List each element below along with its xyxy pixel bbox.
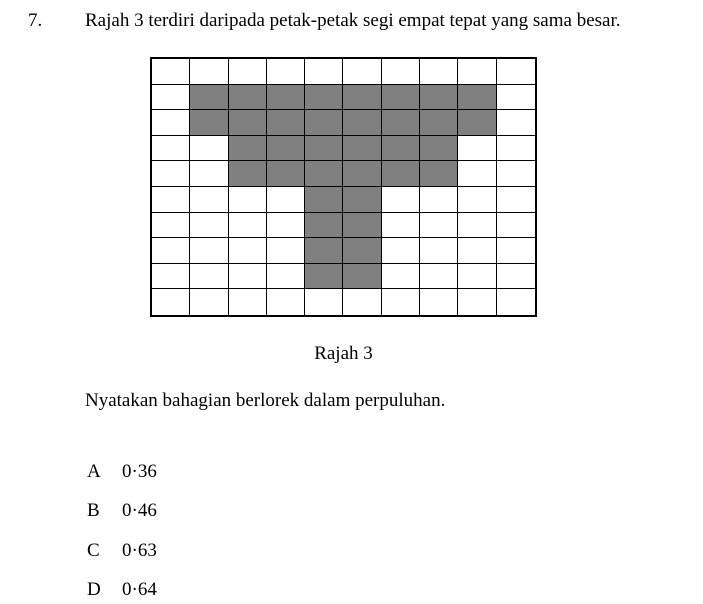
grid-cell [190, 136, 228, 162]
grid-cell [458, 289, 496, 315]
grid-cell [190, 213, 228, 239]
option-d-letter: D [87, 578, 101, 600]
grid-cell [190, 187, 228, 213]
option-c-letter: C [87, 539, 100, 561]
grid-cell-shaded [305, 136, 343, 162]
grid-cell [267, 187, 305, 213]
grid-cell-shaded [420, 136, 458, 162]
grid-cell [497, 85, 535, 111]
grid-cell [152, 238, 190, 264]
grid-cell [497, 59, 535, 85]
grid-cell [152, 264, 190, 290]
grid-cell-shaded [343, 85, 381, 111]
grid-cell [229, 264, 267, 290]
grid-cell [267, 289, 305, 315]
grid-cell [152, 289, 190, 315]
grid-cell [305, 289, 343, 315]
grid-cell [497, 136, 535, 162]
grid-cell [343, 59, 381, 85]
grid-cell-shaded [420, 161, 458, 187]
option-b-value: 0·46 [122, 500, 157, 522]
grid-cell [267, 59, 305, 85]
grid-cell-shaded [343, 136, 381, 162]
grid-cell [267, 213, 305, 239]
grid-cell [420, 213, 458, 239]
grid-cell [497, 264, 535, 290]
grid-cell-shaded [305, 264, 343, 290]
grid-cell-shaded [267, 85, 305, 111]
option-c [87, 540, 157, 579]
grid-cell-shaded [229, 85, 267, 111]
grid-cell [190, 59, 228, 85]
grid-cell-shaded [305, 238, 343, 264]
grid-cell [343, 289, 381, 315]
grid-cell-shaded [343, 110, 381, 136]
option-b-letter: B [87, 500, 100, 522]
grid-cell-shaded [382, 110, 420, 136]
grid-cell-shaded [458, 110, 496, 136]
grid-cell [458, 136, 496, 162]
option-a [87, 461, 157, 500]
grid-cell [229, 213, 267, 239]
grid-cell [190, 264, 228, 290]
grid-cell-shaded [420, 110, 458, 136]
grid-cell-shaded [190, 85, 228, 111]
grid-cell-shaded [305, 85, 343, 111]
grid-cell [229, 59, 267, 85]
question-number: 7. [28, 10, 43, 31]
grid-cell-shaded [190, 110, 228, 136]
grid-cell [497, 110, 535, 136]
grid-cell [382, 187, 420, 213]
grid-cell [458, 238, 496, 264]
grid-cell [497, 161, 535, 187]
grid-cell [267, 264, 305, 290]
question-text: Rajah 3 terdiri daripada petak-petak segi empat tepat yang sama besar. [85, 10, 621, 31]
grid-cell-shaded [267, 110, 305, 136]
grid-cell [458, 187, 496, 213]
grid-cell-shaded [305, 213, 343, 239]
grid-cell-shaded [229, 161, 267, 187]
grid-cell-shaded [305, 110, 343, 136]
grid-cell [420, 289, 458, 315]
grid-cell [382, 59, 420, 85]
option-b [87, 500, 157, 539]
grid-cell [458, 59, 496, 85]
grid-cell [382, 238, 420, 264]
grid-cell [152, 110, 190, 136]
option-d-value: 0·64 [122, 578, 157, 600]
grid-cell-shaded [267, 136, 305, 162]
grid-cell [420, 264, 458, 290]
grid-cell [458, 161, 496, 187]
grid-cell [497, 238, 535, 264]
grid-cell [190, 161, 228, 187]
figure-caption: Rajah 3 [314, 343, 373, 364]
grid-cell [267, 238, 305, 264]
grid-cell [420, 59, 458, 85]
option-c-value: 0·63 [122, 539, 157, 561]
grid-cell [497, 187, 535, 213]
grid-cell [190, 289, 228, 315]
grid-cell-shaded [229, 136, 267, 162]
grid-cell [382, 264, 420, 290]
grid-cell [152, 187, 190, 213]
grid-cell-shaded [382, 136, 420, 162]
answer-options [87, 461, 157, 604]
grid-cell-shaded [343, 238, 381, 264]
option-d [87, 579, 157, 604]
grid-cell [382, 213, 420, 239]
grid-cell-shaded [229, 110, 267, 136]
grid-cell [420, 187, 458, 213]
figure-grid [150, 57, 537, 317]
grid-cell [152, 136, 190, 162]
grid-cell [152, 161, 190, 187]
grid-cell [497, 289, 535, 315]
grid-cell-shaded [420, 85, 458, 111]
grid-cell-shaded [343, 161, 381, 187]
grid-cell-shaded [343, 264, 381, 290]
grid-cell [305, 59, 343, 85]
question-instruction: Nyatakan bahagian berlorek dalam perpuluhan. [85, 390, 446, 411]
grid-cell-shaded [343, 213, 381, 239]
grid-cell [497, 213, 535, 239]
grid-cell [190, 238, 228, 264]
grid-cell-shaded [382, 85, 420, 111]
grid-cell [229, 238, 267, 264]
grid-cell [152, 85, 190, 111]
grid-cell [152, 213, 190, 239]
grid-cell [420, 238, 458, 264]
grid-cell-shaded [305, 161, 343, 187]
grid-cell [229, 187, 267, 213]
grid-cell-shaded [267, 161, 305, 187]
grid-cell [382, 289, 420, 315]
grid-cell-shaded [382, 161, 420, 187]
option-a-letter: A [87, 461, 101, 482]
grid-cell [229, 289, 267, 315]
grid-cell [458, 264, 496, 290]
grid-cell [152, 59, 190, 85]
grid-cell-shaded [458, 85, 496, 111]
grid-cell [458, 213, 496, 239]
option-a-value: 0·36 [122, 461, 157, 482]
grid-cell-shaded [305, 187, 343, 213]
grid-cell-shaded [343, 187, 381, 213]
